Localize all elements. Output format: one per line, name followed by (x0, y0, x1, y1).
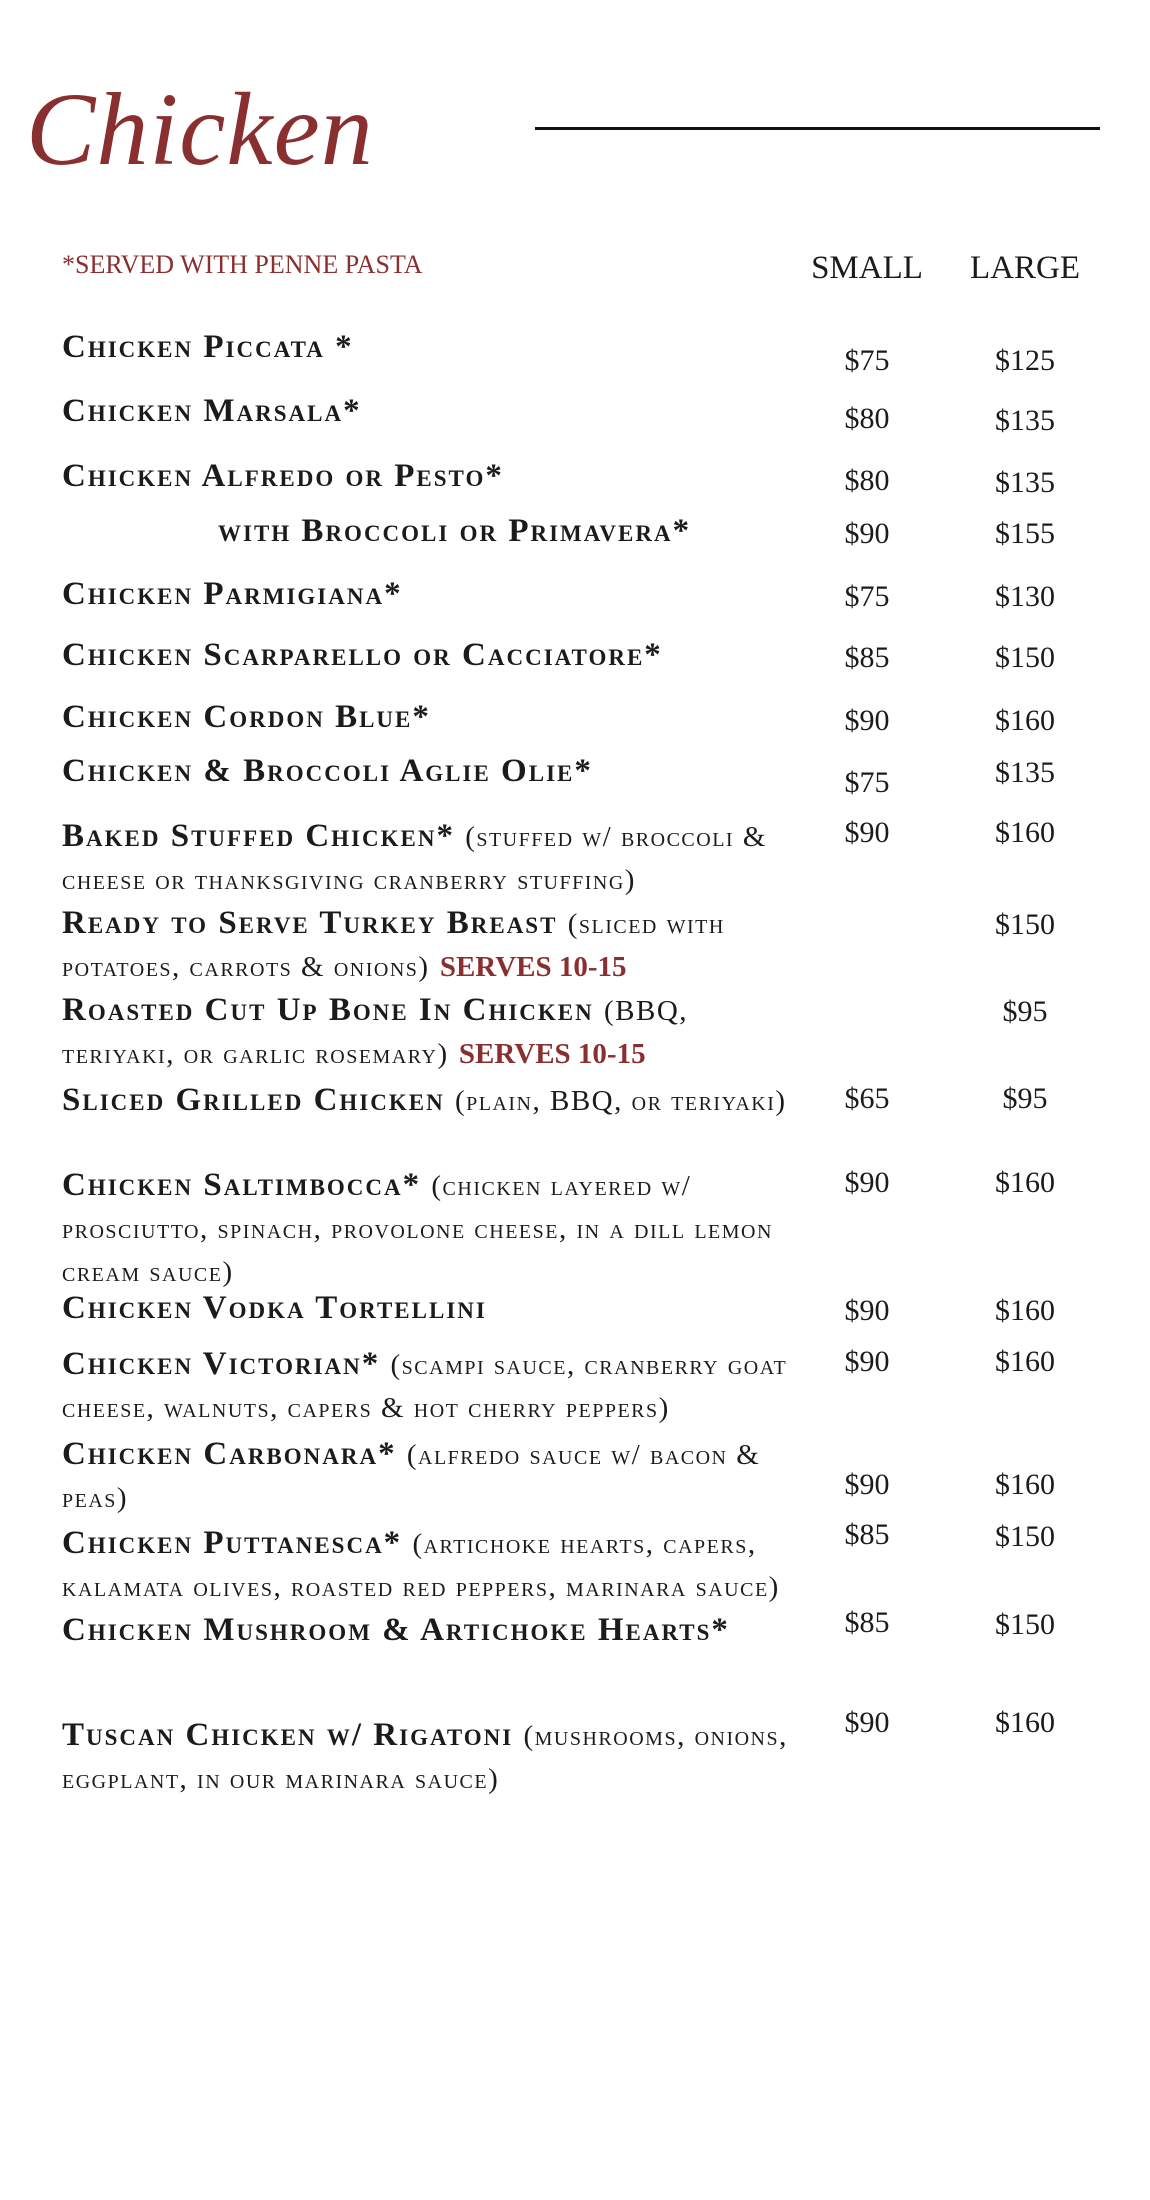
menu-item-name: Chicken Puttanesca* (62, 1525, 403, 1561)
menu-item-name: Chicken Parmigiana* (62, 576, 403, 612)
menu-item (62, 1343, 792, 1429)
pasta-note: *SERVED WITH PENNE PASTA (62, 250, 423, 279)
menu-item-name: Chicken Victorian* (62, 1346, 381, 1382)
price-large: $160 (995, 1294, 1055, 1327)
menu-item-description: (mushrooms, onions, eggplant, in our marinara sauce) (62, 1720, 788, 1795)
menu-item-description: (scampi sauce, cranberry goat cheese, walnuts, capers & hot cherry peppers) (62, 1349, 788, 1424)
price-large: $155 (995, 517, 1055, 550)
price-small: $85 (844, 641, 890, 674)
menu-item (62, 902, 792, 988)
menu-item (62, 815, 792, 901)
price-large: $150 (995, 1520, 1055, 1553)
price-small: $75 (844, 580, 890, 613)
menu-item-description: (plain, BBQ, or teriyaki) (454, 1085, 787, 1117)
menu-item (62, 696, 792, 738)
menu-item (62, 1609, 762, 1651)
menu-item-name: with Broccoli or Primavera* (218, 513, 692, 549)
serves-note: SERVES 10-15 (439, 951, 627, 983)
price-small: $90 (844, 704, 890, 737)
menu-item-name: Sliced Grilled Chicken (62, 1082, 445, 1118)
menu-item-name: Chicken Marsala* (62, 393, 362, 429)
price-large: $160 (995, 1468, 1055, 1501)
menu-item-description: (sliced with potatoes, carrots & onions) (62, 908, 725, 983)
price-large: $125 (995, 344, 1055, 377)
serves-note: SERVES 10-15 (458, 1038, 646, 1070)
price-large: $135 (995, 404, 1055, 437)
price-large: $150 (995, 908, 1055, 941)
menu-item-name: Chicken Scarparello or Cacciatore* (62, 637, 663, 673)
menu-item-description: (chicken layered w/ prosciutto, spinach, provolone cheese, in a dill lemon cream sauce) (62, 1170, 773, 1288)
page-title: Chicken (26, 72, 374, 187)
price-large: $160 (995, 1166, 1055, 1199)
price-small: $90 (844, 816, 890, 849)
price-large: $95 (1002, 995, 1048, 1028)
menu-item-name: Ready to Serve Turkey Breast (62, 905, 558, 941)
menu-item (62, 1522, 792, 1608)
menu-item-name: Chicken Piccata * (62, 329, 354, 365)
price-small: $80 (844, 402, 890, 435)
price-large: $160 (995, 704, 1055, 737)
menu-item (62, 750, 792, 792)
price-small: $85 (844, 1606, 890, 1639)
price-large: $160 (995, 1706, 1055, 1739)
price-large: $95 (1002, 1082, 1048, 1115)
price-large: $135 (995, 466, 1055, 499)
price-large: $150 (995, 1608, 1055, 1641)
menu-item-name: Chicken Alfredo or Pesto* (62, 458, 504, 494)
price-small: $80 (844, 464, 890, 497)
menu-item (62, 1164, 792, 1293)
column-header-large: LARGE (970, 250, 1080, 286)
menu-item (62, 1287, 792, 1329)
price-large: $160 (995, 1345, 1055, 1378)
menu-item-name: Chicken Cordon Blue* (62, 699, 431, 735)
price-small: $65 (844, 1082, 890, 1115)
price-small: $90 (844, 1345, 890, 1378)
menu-item (62, 573, 792, 615)
menu-item (62, 1714, 792, 1800)
menu-item-description: (stuffed w/ broccoli & cheese or thanksgiving cranberry stuffing) (62, 821, 767, 896)
menu-item (62, 390, 792, 432)
menu-item (62, 455, 792, 497)
menu-item (62, 1433, 792, 1519)
price-small: $90 (844, 517, 890, 550)
menu-item (62, 989, 792, 1075)
menu-item-name: Chicken Saltimbocca* (62, 1167, 422, 1203)
menu-item-name: Baked Stuffed Chicken* (62, 818, 455, 854)
price-large: $130 (995, 580, 1055, 613)
menu-item-name: Chicken Mushroom & Artichoke Hearts* (62, 1612, 730, 1648)
menu-item-description: (BBQ, teriyaki, or garlic rosemary) (62, 995, 689, 1070)
price-small: $90 (844, 1468, 890, 1501)
menu-item-name: Chicken Vodka Tortellini (62, 1290, 487, 1326)
price-small: $75 (844, 344, 890, 377)
price-small: $85 (844, 1518, 890, 1551)
menu-item-name: Roasted Cut Up Bone In Chicken (62, 992, 594, 1028)
title-divider (535, 127, 1100, 130)
price-large: $150 (995, 641, 1055, 674)
price-small: $90 (844, 1294, 890, 1327)
menu-item-name: Tuscan Chicken w/ Rigatoni (62, 1717, 514, 1753)
price-small: $75 (844, 766, 890, 799)
column-header-small: SMALL (811, 250, 923, 286)
menu-item (218, 510, 778, 552)
menu-item (62, 1079, 792, 1122)
menu-item-description: (artichoke hearts, capers, kalamata olives, roasted red peppers, marinara sauce) (62, 1528, 780, 1603)
price-large: $160 (995, 816, 1055, 849)
menu-item (62, 326, 792, 368)
menu-item-name: Chicken & Broccoli Aglie Olie* (62, 753, 593, 789)
price-small: $90 (844, 1706, 890, 1739)
price-small: $90 (844, 1166, 890, 1199)
menu-item-name: Chicken Carbonara* (62, 1436, 397, 1472)
menu-item (62, 634, 792, 676)
price-large: $135 (995, 756, 1055, 789)
menu-item-description: (alfredo sauce w/ bacon & peas) (62, 1439, 761, 1514)
